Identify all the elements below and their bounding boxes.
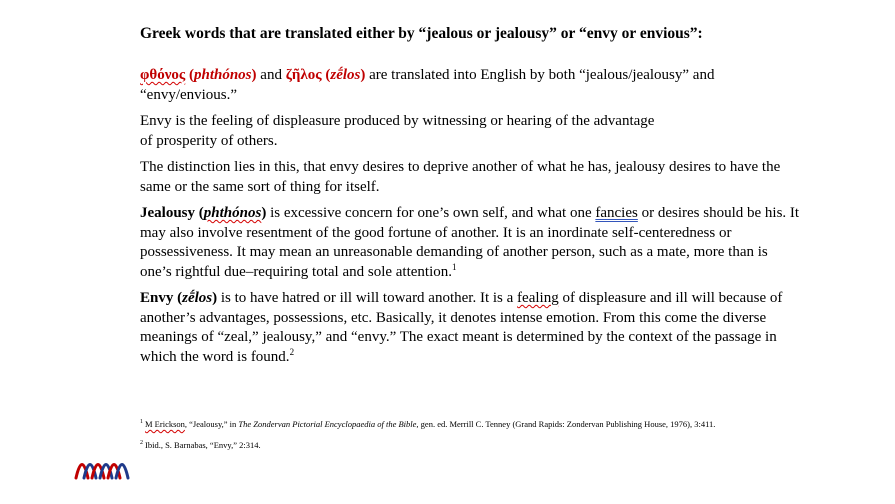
waves-logo-icon bbox=[74, 456, 132, 480]
jealousy-translit: phthónos bbox=[203, 205, 262, 221]
jealousy-paragraph bbox=[140, 204, 800, 282]
paren-open: ( bbox=[195, 205, 204, 221]
greek-zelos-text: ζῆλος bbox=[285, 67, 322, 83]
translit-zelos: zḗlos bbox=[330, 67, 361, 83]
footnote-2 bbox=[140, 439, 860, 451]
jealousy-text-b: or desires should be his. It may also involve resentment of the good fortune of another. It is an inordinate self-centeredness or possessiveness. It may mean an unreasonable demanding of another person, such as a mate, more than is one’s rightful due‒requiring total and sole attention. bbox=[140, 205, 800, 280]
footnote-1 bbox=[140, 418, 860, 430]
envy-text-b: of displeasure and ill will because of another’s advantages, possessions, etc. Basically, it denotes intense emotion. From this come the diverse meanings of “zeal,” jealousy,” and “envy.” The exact meant is determined by the context of the passage in which the word is found. bbox=[140, 290, 783, 365]
greek-word-phthonos bbox=[140, 67, 257, 83]
footnote-number: 1 bbox=[140, 419, 143, 426]
footnotes bbox=[140, 418, 860, 460]
footnote-book-title: The Zondervan Pictorial Encyclopaedia of the Bible bbox=[238, 419, 417, 429]
greek-word-zelos bbox=[286, 67, 366, 83]
paren-close: ) bbox=[261, 205, 267, 221]
paren-close: ) bbox=[251, 67, 257, 83]
paren-close: ) bbox=[212, 290, 218, 306]
footnote-ref-1[interactable]: 1 bbox=[452, 261, 457, 272]
jealousy-text-a: is excessive concern for one’s own self, and what one bbox=[266, 205, 596, 221]
footnote-number: 2 bbox=[140, 440, 143, 447]
distinction-paragraph: The distinction lies in this, that envy desires to deprive another of what he has, jealousy desires to have the same or the same sort of thing for itself. bbox=[140, 159, 781, 195]
envy-definition-paragraph bbox=[140, 112, 800, 151]
slide-title: Greek words that are translated either by “jealous or jealousy” or “envy or envious”: bbox=[140, 25, 703, 42]
fancies-word: fancies bbox=[595, 205, 638, 221]
translit-phthonos: phthónos bbox=[193, 67, 252, 83]
intro-rest: are translated into English by both “jealous/jealousy” and “envy/envious.” bbox=[140, 67, 715, 103]
footnote-text: Ibid., S. Barnabas, “Envy,” 2:314. bbox=[145, 440, 261, 450]
envy-translit: zḗlos bbox=[182, 290, 213, 306]
footnote-ref-2[interactable]: 2 bbox=[289, 346, 295, 357]
envy-term: Envy bbox=[140, 290, 174, 306]
fealing-word: fealing bbox=[517, 290, 559, 306]
slide-body bbox=[140, 66, 800, 374]
intro-paragraph bbox=[140, 66, 800, 105]
envy-paragraph bbox=[140, 289, 800, 367]
paren-open: ( bbox=[173, 290, 183, 306]
jealousy-term: Jealousy bbox=[140, 205, 196, 221]
envy-def-line2: of prosperity of others. bbox=[140, 132, 278, 149]
envy-text-a: is to have hatred or ill will toward another. It is a bbox=[217, 290, 518, 306]
greek-phthonos-text: φθόνος bbox=[140, 67, 186, 83]
footnote-pre: , “Jealousy,” in bbox=[184, 419, 239, 429]
footnote-post: , gen. ed. Merrill C. Tenney (Grand Rapids: Zondervan Publishing House, 1976), 3:411. bbox=[416, 419, 716, 429]
envy-def-line1: Envy is the feeling of displeasure produced by witnessing or hearing of the advantage bbox=[140, 113, 655, 129]
paren-close: ) bbox=[360, 67, 366, 83]
intro-and: and bbox=[256, 67, 286, 83]
paren-open: ( bbox=[321, 67, 331, 83]
paren-open: ( bbox=[185, 67, 194, 83]
footnote-author: M Erickson bbox=[145, 419, 185, 429]
